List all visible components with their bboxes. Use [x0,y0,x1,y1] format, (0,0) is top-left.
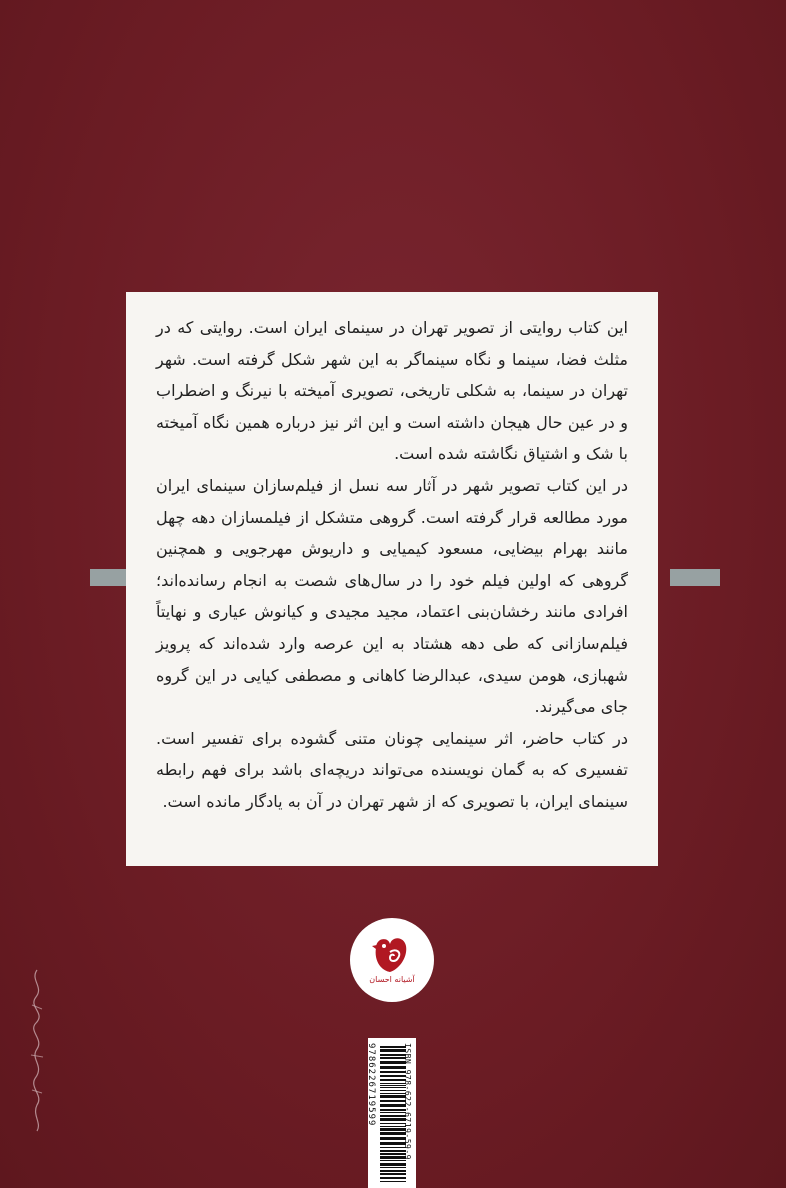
isbn-label: ISBN 978-622-6719-59-9 [403,1043,412,1160]
barcode-bar [380,1181,406,1182]
blurb-paragraph-3: در کتاب حاضر، اثر سینمایی چونان متنی گشوده برای تفسیر است. تفسیری که به گمان نویسنده می‌تواند دریچه‌ای باشد برای فهم رابطه سینمای ایران، با تصویری که از شهر تهران در آن به یادگار مانده است. [156,728,628,811]
barcode-bar [380,1163,406,1166]
publisher-name: آشیانه احسان [369,975,415,984]
barcode-bar [380,1160,406,1161]
barcode-bar [380,1177,406,1179]
barcode-bar [380,1170,406,1172]
barcode-bar [380,1167,406,1168]
handwritten-signature [22,965,52,1135]
barcode-digits: 9786226719599 [366,1043,376,1127]
barcode-bar [380,1173,406,1175]
publisher-bird-logo [350,918,434,1002]
blurb-box [126,292,658,866]
blurb-paragraph-1: این کتاب روایتی از تصویر تهران در سینمای ایران است. روایتی که در مثلث فضا، سینما و نگاه سینماگر به این شهر شکل گرفته است. شهر تهران در سینما، به شکلی تاریخی، تصویری آمیخته با نیرنگ و اضطراب و در عین حال هیجان داشته است و این اثر نیز درباره همین نگاه آمیخته با شک و اشتیاق نگاشته شده است. [156,318,628,464]
blurb-paragraph-2: در این کتاب تصویر شهر در آثار سه نسل از فیلم‌سازان سینمای ایران مورد مطالعه قرار گرفته است. گروهی متشکل از فیلمسازان دهه چهل مانند بهرام بیضایی، مسعود کیمیایی و داریوش مهرجویی و همچنین گروهی که اولین فیلم خود را در سال‌های شصت به انجام رسانده‌اند؛ افرادی مانند رخشان‌بنی اعتماد، مجید مجیدی و کیانوش عیاری و نهایتاً فیلم‌سازانی که طی دهه هشتاد به این عرصه وارد شده‌اند که پرویز شهبازی، هومن سیدی، عبدالرضا کاهانی و مصطفی کیایی در این گروه جای می‌گیرند. [156,475,628,717]
right-decorative-bar [670,569,720,586]
